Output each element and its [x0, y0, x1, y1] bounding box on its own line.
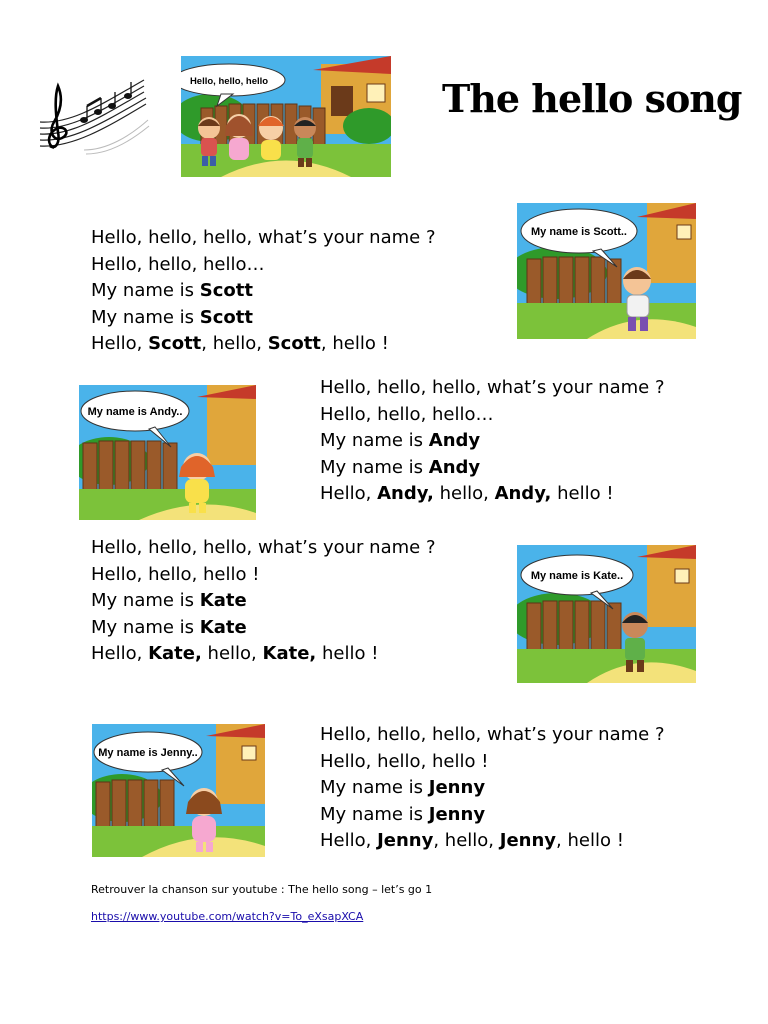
- lyric-name: Andy: [428, 456, 481, 478]
- andy-illustration: [79, 385, 256, 520]
- lyric-name: Kate,: [148, 643, 202, 665]
- bubble-text: My name is Jenny..: [98, 747, 198, 759]
- lyric-text: My name is: [320, 430, 429, 452]
- lyric-text: My name is: [320, 456, 429, 478]
- lyric-line: [320, 722, 665, 749]
- verse-3: [91, 535, 436, 668]
- header-bubble-text: Hello, hello, hello: [189, 76, 269, 87]
- lyric-text: , hello !: [556, 830, 624, 852]
- lyric-text: Hello, hello, hello !: [91, 563, 260, 585]
- lyric-name: Jenny: [428, 803, 486, 825]
- lyric-text: , hello,: [433, 830, 500, 852]
- lyric-text: Hello, hello, hello…: [320, 403, 494, 425]
- lyric-name: Andy,: [377, 483, 434, 505]
- lyric-line: [91, 305, 436, 332]
- lyric-text: , hello !: [320, 333, 389, 355]
- lyric-text: Hello, hello, hello, what’s your name ?: [320, 724, 665, 745]
- verse-4: [320, 722, 665, 855]
- lyric-text: Hello, hello, hello, what’s your name ?: [91, 227, 436, 248]
- lyric-line: [320, 455, 665, 482]
- lyric-text: Hello,: [320, 483, 378, 505]
- lyric-text: hello,: [201, 643, 263, 665]
- lyric-name: Jenny: [499, 830, 557, 852]
- verse-1: [91, 225, 436, 358]
- lyric-line: [320, 775, 665, 802]
- lyric-line: [91, 641, 436, 668]
- lyric-name: Scott: [199, 306, 253, 328]
- header-illustration: [181, 56, 391, 177]
- lyric-text: Hello, hello, hello !: [320, 750, 489, 772]
- lyric-line: [91, 225, 436, 252]
- lyric-text: Hello, hello, hello, what’s your name ?: [91, 537, 436, 558]
- lyric-line: [320, 402, 665, 429]
- lyric-text: Hello, hello, hello, what’s your name ?: [320, 377, 665, 398]
- lyric-name: Andy,: [494, 483, 552, 505]
- lyric-line: [320, 375, 665, 402]
- lyric-text: My name is: [91, 280, 200, 302]
- lyric-name: Scott: [267, 333, 321, 355]
- lyric-name: Scott: [199, 280, 253, 302]
- bubble-text: My name is Andy..: [87, 406, 183, 418]
- bubble-text: My name is Scott..: [531, 226, 627, 238]
- lyric-name: Kate: [199, 616, 247, 638]
- lyric-line: [320, 428, 665, 455]
- verse-2: [320, 375, 665, 508]
- lyric-line: [320, 481, 665, 508]
- scott-illustration: [517, 203, 696, 339]
- lyric-text: My name is: [320, 803, 429, 825]
- lyric-text: My name is: [91, 306, 200, 328]
- lyric-name: Jenny: [377, 830, 434, 852]
- lyric-line: [320, 828, 665, 855]
- lyric-line: [91, 588, 436, 615]
- lyric-text: Hello,: [91, 643, 149, 665]
- lyric-line: [320, 802, 665, 829]
- lyric-name: Andy: [428, 430, 481, 452]
- page-title: The hello song: [442, 76, 742, 121]
- music-staff-icon: [32, 76, 150, 156]
- lyric-text: Hello,: [91, 333, 149, 355]
- lyric-line: [320, 749, 665, 776]
- lyric-name: Kate,: [262, 643, 317, 665]
- lyric-name: Scott: [148, 333, 202, 355]
- lyric-text: My name is: [91, 616, 200, 638]
- lyric-text: My name is: [91, 590, 200, 612]
- lyric-text: Hello,: [320, 830, 378, 852]
- lyric-text: My name is: [320, 777, 429, 799]
- kate-illustration: [517, 545, 696, 683]
- lyric-name: Jenny: [428, 777, 486, 799]
- lyric-line: [91, 278, 436, 305]
- lyric-line: [91, 252, 436, 279]
- lyric-line: [91, 615, 436, 642]
- lyric-line: [91, 331, 436, 358]
- lyric-name: Kate: [199, 590, 247, 612]
- youtube-link[interactable]: https://www.youtube.com/watch?v=To_eXsapXCA: [91, 910, 364, 923]
- lyric-line: [91, 535, 436, 562]
- lyric-text: Hello, hello, hello…: [91, 253, 265, 275]
- lyric-text: , hello,: [201, 333, 268, 355]
- jenny-illustration: [92, 724, 265, 857]
- lyric-line: [91, 562, 436, 589]
- bubble-text: My name is Kate..: [530, 570, 624, 582]
- lyric-text: hello !: [551, 483, 614, 505]
- footer-note: Retrouver la chanson sur youtube : The hello song – let’s go 1: [91, 883, 433, 896]
- lyric-text: hello !: [316, 643, 379, 665]
- lyric-text: hello,: [433, 483, 495, 505]
